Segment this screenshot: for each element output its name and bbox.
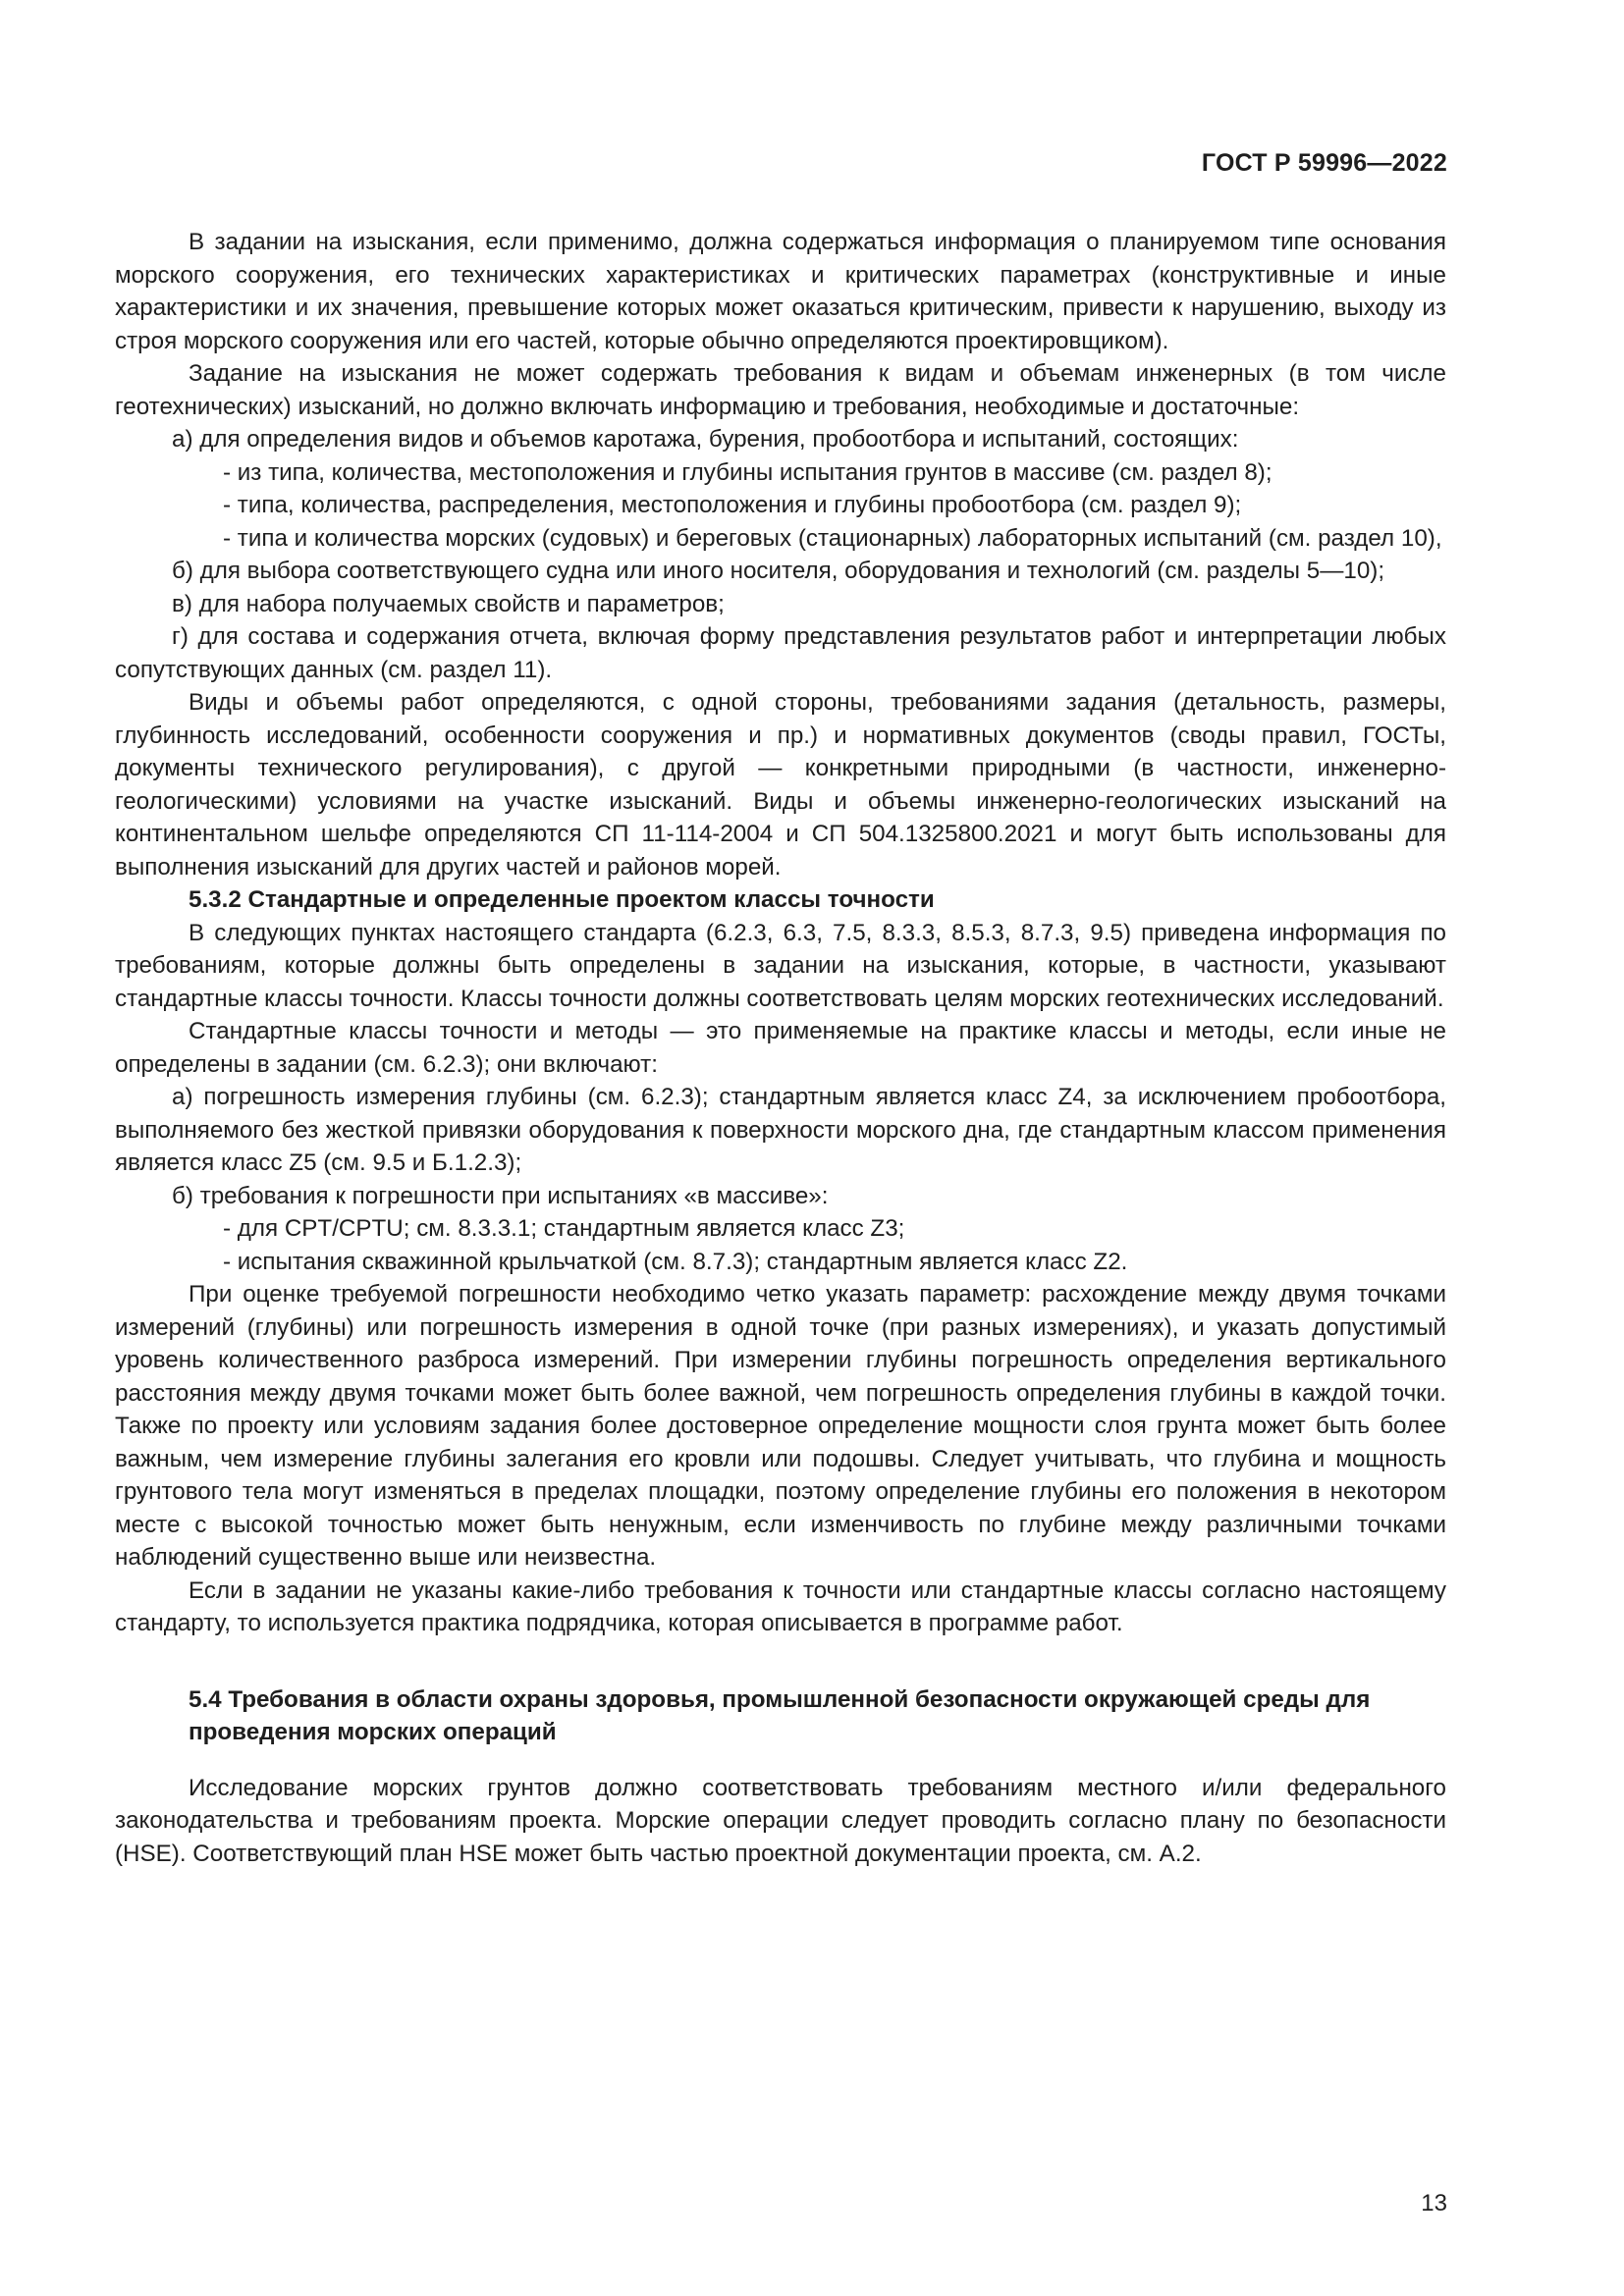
- list-item: а) погрешность измерения глубины (см. 6.2.3); стандартным является класс Z4, за исключением пробоотбора, выполняемого без жесткой привязки оборудования к поверхности морского дна, где стандартным классом применения является класс Z5 (см. 9.5 и Б.1.2.3);: [115, 1084, 1446, 1176]
- dash-list-item: - типа, количества, распределения, местоположения и глубины пробоотбора (см. раздел 9);: [223, 492, 1242, 518]
- list-item: г) для состава и содержания отчета, включая форму представления результатов работ и интерпретации любых сопутствующих данных (см. раздел 11).: [115, 623, 1446, 683]
- section-heading-5-3-2: 5.3.2 Стандартные и определенные проектом классы точности: [189, 886, 935, 913]
- paragraph: Если в задании не указаны какие-либо требования к точности или стандартные классы согласно настоящему стандарту, то используется практика подрядчика, которая описывается в программе работ.: [115, 1576, 1446, 1636]
- page-number: 13: [1421, 2190, 1447, 2216]
- paragraph: Исследование морских грунтов должно соответствовать требованиям местного и/или федерального законодательства и требованиям проекта. Морские операции следует проводить согласно плану по безопасности (HSE). Соответствующий план HSE может быть частью проектной документации проекта, см. А.2.: [115, 1774, 1446, 1867]
- dash-list-item: - типа и количества морских (судовых) и береговых (стационарных) лабораторных испытаний (см. раздел 10),: [223, 524, 1442, 552]
- paragraph: Стандартные классы точности и методы — это применяемые на практике классы и методы, если иные не определены в задании (см. 6.2.3); они включают:: [115, 1018, 1446, 1078]
- dash-list-item: - испытания скважинной крыльчаткой (см. 8.7.3); стандартным является класс Z2.: [223, 1248, 1128, 1275]
- document-body: [115, 226, 1446, 1870]
- list-item: б) для выбора соответствующего судна или иного носителя, оборудования и технологий (см. разделы 5—10);: [172, 558, 1385, 584]
- dash-list-item: - для CPT/CPTU; см. 8.3.3.1; стандартным является класс Z3;: [223, 1215, 905, 1242]
- paragraph: В следующих пунктах настоящего стандарта (6.2.3, 6.3, 7.5, 8.3.3, 8.5.3, 8.7.3, 9.5) приведена информация по требованиям, которые должны быть определены в задании на изыскания, которые, в частности, указывают стандартные классы точности. Классы точности должны соответствовать целям морских геотехнических исследований.: [115, 919, 1446, 1012]
- list-item: б) требования к погрешности при испытаниях «в массиве»:: [172, 1182, 829, 1209]
- list-item: а) для определения видов и объемов каротажа, бурения, пробоотбора и испытаний, состоящих:: [172, 426, 1239, 453]
- standard-code-header: ГОСТ Р 59996—2022: [1201, 149, 1447, 177]
- paragraph: При оценке требуемой погрешности необходимо четко указать параметр: расхождение между двумя точками измерений (глубины) или погрешность измерения в одной точке (при разных измерениях), и указать допустимый уровень количественного разброса измерений. При измерении глубины погрешность определения вертикального расстояния между двумя точками может быть более важной, чем погрешность определения глубины в каждой точки. Также по проекту или условиям задания более достоверное определение мощности слоя грунта может быть более важным, чем измерение глубины залегания его кровли или подошвы. Следует учитывать, что глубина и мощность грунтового тела могут изменяться в пределах площадки, поэтому определение глубины его положения в некотором месте с высокой точностью может быть ненужным, если изменчивость по глубине между различными точками наблюдений существенно выше или неизвестна.: [115, 1281, 1446, 1571]
- list-item: в) для набора получаемых свойств и параметров;: [172, 590, 725, 617]
- dash-list-item: - из типа, количества, местоположения и глубины испытания грунтов в массиве (см. раздел 8);: [223, 458, 1272, 486]
- paragraph: Виды и объемы работ определяются, с одной стороны, требованиями задания (детальность, размеры, глубинность исследований, особенности сооружения и пр.) и нормативных документов (своды правил, ГОСТы, документы технического регулирования), с другой — конкретными природными (в частности, инженерно-геологическими) условиями на участке изысканий. Виды и объемы инженерно-геологических изысканий на континентальном шельфе определяются СП 11-114-2004 и СП 504.1325800.2021 и могут быть использованы для выполнения изысканий для других частей и районов морей.: [115, 689, 1446, 881]
- paragraph: В задании на изыскания, если применимо, должна содержаться информация о планируемом типе основания морского сооружения, его технических характеристиках и критических параметрах (конструктивные и иные характеристики и их значения, превышение которых может оказаться критическим, привести к нарушению, выходу из строя морского сооружения или его частей, которые обычно определяются проектировщиком).: [115, 229, 1446, 354]
- section-heading-5-4: 5.4 Требования в области охраны здоровья, промышленной безопасности окружающей среды для проведения морских операций: [189, 1685, 1371, 1745]
- paragraph: Задание на изыскания не может содержать требования к видам и объемам инженерных (в том числе геотехнических) изысканий, но должно включать информацию и требования, необходимые и достаточные:: [115, 360, 1446, 420]
